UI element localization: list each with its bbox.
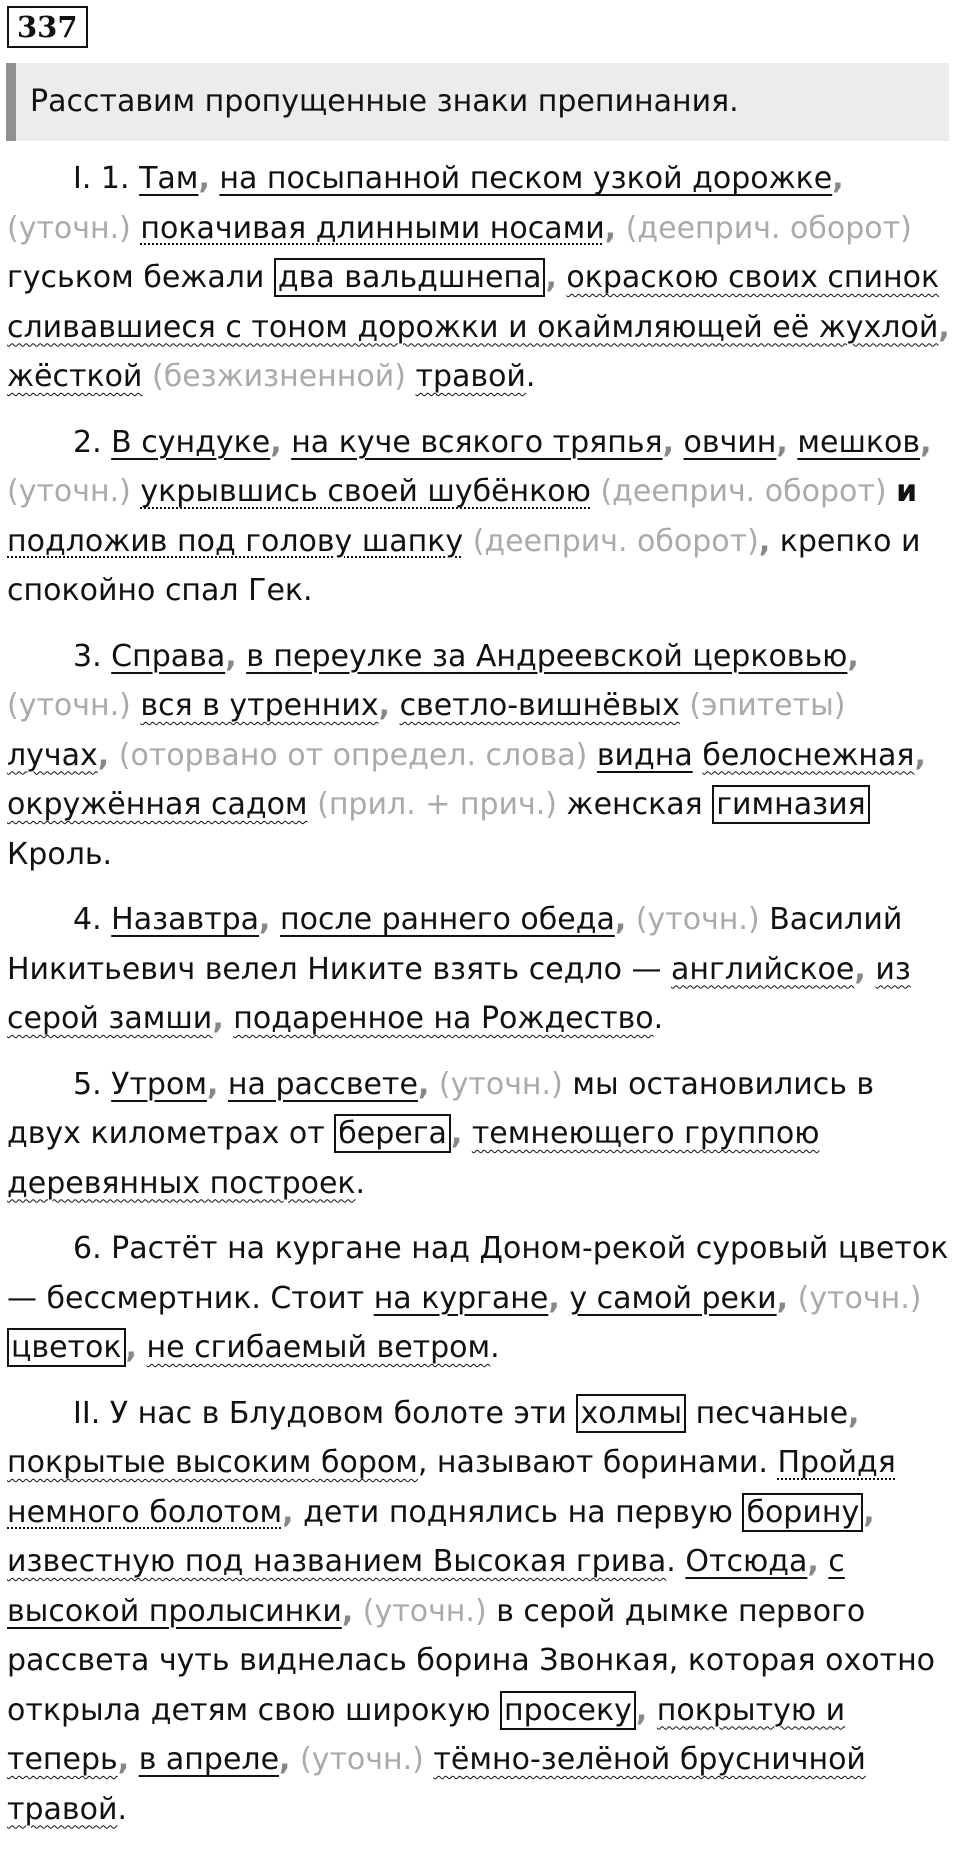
paragraph-5	[7, 1060, 953, 1209]
paragraph-6	[7, 1224, 953, 1373]
text-run: .	[653, 1001, 664, 1036]
inserted-comma: ,	[206, 1066, 219, 1102]
text-run	[224, 1001, 234, 1036]
inserted-comma: ,	[225, 638, 237, 674]
text-run: дети поднялись на первую	[293, 1494, 743, 1530]
text-run	[131, 474, 141, 509]
inserted-comma: ,	[125, 1330, 137, 1365]
underlined-phrase: на посыпанной песком узкой дорожке	[219, 161, 833, 196]
inserted-comma: ,	[920, 424, 932, 460]
inserted-comma: ,	[807, 1544, 819, 1579]
boxed-word: гимназия	[712, 785, 869, 824]
text-run	[142, 359, 152, 394]
boxed-word: цветок	[7, 1328, 126, 1367]
inserted-comma: ,	[548, 1280, 560, 1316]
text-run: в серой дымке первого рассвета чуть виднелась борина Звонкая, которая охотно открыла детям свою широкую	[7, 1593, 936, 1728]
grammar-note: (уточн.)	[797, 1280, 922, 1316]
text-run: .	[490, 1330, 500, 1365]
underlined-phrase: на кургане	[373, 1280, 549, 1316]
underlined-phrase: Назавтра	[111, 902, 260, 937]
grammar-note: (уточн.)	[635, 902, 760, 937]
bold-word: и	[896, 474, 918, 509]
text-run	[237, 639, 247, 674]
grammar-note: (оторвано от определ. слова)	[118, 737, 588, 773]
inserted-comma: ,	[635, 1692, 648, 1728]
wavy-underlined-phrase: подаренное на Рождество	[233, 1001, 654, 1036]
text-run	[390, 688, 400, 723]
inserted-comma: ,	[662, 424, 674, 460]
text-run: .	[525, 359, 536, 394]
underlined-phrase: Отсюда	[685, 1544, 808, 1579]
inserted-comma: ,	[938, 309, 950, 345]
text-run: .	[117, 1791, 127, 1827]
boxed-word: холмы	[576, 1394, 686, 1433]
text-run	[616, 211, 626, 246]
text-run	[129, 1742, 139, 1777]
inserted-comma: ,	[117, 1742, 130, 1777]
wavy-underlined-phrase: окружённая садом	[7, 787, 308, 822]
text-run: , называют боринами.	[417, 1445, 778, 1480]
inserted-comma: ,	[450, 1116, 463, 1151]
text-run: песчаные	[686, 1395, 849, 1431]
text-run	[866, 952, 876, 987]
dotted-underlined-phrase: укрывшись своей шубёнкою	[140, 474, 591, 509]
text-run: 3.	[73, 638, 112, 674]
paragraph-1	[7, 154, 953, 402]
grammar-note: (прил. + прич.)	[317, 787, 558, 822]
text-run	[463, 524, 473, 559]
text-run: 5.	[73, 1066, 112, 1102]
text-run: .	[355, 1165, 366, 1201]
grammar-note: (дееприч. оборот)	[625, 210, 912, 246]
grammar-note: (уточн.)	[300, 1742, 424, 1777]
text-run: гуськом бежали	[7, 260, 274, 295]
inserted-comma: ,	[341, 1593, 354, 1629]
text-run	[308, 787, 318, 822]
boxed-word: берега	[334, 1114, 451, 1153]
wavy-underlined-phrase: травой	[415, 359, 526, 394]
inserted-comma: ,	[604, 210, 617, 246]
wavy-underlined-phrase: жёсткой	[7, 359, 143, 394]
text-run	[674, 425, 684, 460]
underlined-phrase: после раннего обеда	[280, 902, 615, 937]
underlined-phrase: Там	[139, 161, 199, 196]
wavy-underlined-phrase: окраскою своих спинок сливавшиеся с тоном дорожки и окаймляющей её жухлой	[7, 260, 940, 345]
grammar-note: (дееприч. оборот)	[600, 474, 887, 509]
grammar-note: (безжизненной)	[151, 359, 406, 394]
grammar-note: (дееприч. оборот)	[472, 523, 759, 559]
underlined-phrase: на куче всякого тряпья	[291, 424, 663, 460]
wavy-underlined-phrase: белоснежная	[702, 737, 915, 773]
wavy-underlined-phrase: покрытые высоким бором	[7, 1445, 418, 1480]
text-run	[819, 1544, 829, 1579]
text-run: 6. Растёт на кургане над Доном-рекой суровый цветок — бессмертник. Стоит	[7, 1231, 949, 1316]
grammar-note: (эпитеты)	[689, 688, 846, 723]
underlined-phrase: овчин	[683, 424, 777, 460]
text-run	[560, 1281, 570, 1316]
text-run: 4.	[73, 902, 112, 937]
text-run	[109, 738, 119, 773]
underlined-phrase: В сундуке	[111, 424, 271, 460]
wavy-underlined-phrase: не сгибаемый ветром	[146, 1330, 491, 1365]
paragraph-7	[7, 1389, 953, 1835]
boxed-word: просеку	[500, 1691, 636, 1730]
text-run	[218, 1067, 228, 1102]
text-run: .	[666, 1544, 686, 1579]
text-run	[290, 1742, 300, 1777]
text-run	[693, 738, 703, 773]
grammar-note: (уточн.)	[362, 1593, 487, 1629]
underlined-phrase: Утром	[111, 1066, 207, 1102]
text-run	[647, 1693, 657, 1728]
text-run: 2.	[73, 424, 112, 460]
inserted-comma: ,	[417, 1066, 430, 1102]
text-run: мы остановились в двух километрах от	[7, 1066, 875, 1151]
text-run	[429, 1067, 439, 1102]
exercise-number: 337	[7, 6, 88, 48]
underlined-phrase: в апреле	[138, 1742, 280, 1777]
wavy-underlined-phrase: темнеющего группою деревянных построек	[7, 1116, 820, 1201]
text-run	[210, 161, 220, 196]
text-run	[626, 902, 636, 937]
inserted-comma: ,	[863, 1494, 875, 1530]
inserted-comma: ,	[97, 737, 110, 773]
grammar-note: (уточн.)	[7, 688, 131, 723]
paragraph-3	[7, 632, 953, 880]
wavy-underlined-phrase: лучах	[7, 737, 98, 773]
wavy-underlined-phrase: известную под названием Высокая грива	[7, 1544, 667, 1579]
text-run	[680, 688, 690, 723]
text-run: женская	[557, 787, 713, 822]
text-run	[131, 688, 141, 723]
underlined-phrase: с высокой пролысинки	[7, 1544, 845, 1629]
wavy-underlined-phrase: английское	[671, 951, 855, 987]
inserted-comma: ,	[758, 523, 771, 559]
text-run	[282, 425, 292, 460]
text-run	[131, 211, 141, 246]
dotted-underlined-phrase: подложив под голову шапку	[7, 523, 464, 559]
task-instruction: Расставим пропущенные знаки препинания.	[6, 63, 949, 141]
text-run	[462, 1116, 472, 1151]
grammar-note: (уточн.)	[7, 474, 131, 509]
text-run	[424, 1742, 434, 1777]
inserted-comma: ,	[198, 161, 210, 196]
text-run	[591, 474, 601, 509]
text-run	[788, 1281, 798, 1316]
text-run: I. 1.	[73, 161, 140, 196]
text-run	[887, 474, 897, 509]
underlined-phrase: мешков	[797, 424, 921, 460]
paragraph-4	[7, 895, 953, 1044]
inserted-comma: ,	[282, 1494, 294, 1530]
inserted-comma: ,	[848, 1395, 860, 1431]
grammar-note: (уточн.)	[7, 210, 131, 246]
wavy-underlined-phrase: из серой замши	[7, 951, 911, 1036]
text-run: крепко и спокойно спал Гек.	[7, 523, 921, 608]
inserted-comma: ,	[914, 737, 926, 773]
inserted-comma: ,	[378, 688, 391, 723]
wavy-underlined-phrase: тёмно-зелёной брусничной травой	[7, 1742, 866, 1827]
inserted-comma: ,	[545, 260, 557, 295]
inserted-comma: ,	[847, 638, 859, 674]
boxed-word: два вальдшнепа	[274, 258, 546, 297]
underlined-phrase: на рассвете	[227, 1066, 418, 1102]
inserted-comma: ,	[776, 1280, 789, 1316]
underlined-phrase: Справа	[111, 638, 226, 674]
text-run: Василий Никитьевич велел Никите взять седло —	[7, 902, 903, 987]
text-run	[353, 1594, 363, 1629]
inserted-comma: ,	[270, 424, 282, 460]
grammar-note: (уточн.)	[438, 1066, 563, 1102]
inserted-comma: ,	[212, 1001, 224, 1036]
dotted-underlined-phrase: покачивая длинными носами	[140, 210, 605, 246]
wavy-underlined-phrase: вся в утренних	[140, 688, 379, 723]
inserted-comma: ,	[259, 902, 271, 937]
text-run	[270, 902, 280, 937]
text-run	[587, 738, 597, 773]
text-run	[557, 260, 567, 295]
text-run	[788, 425, 798, 460]
underlined-phrase: в переулке за Андреевской церковью	[246, 638, 848, 674]
inserted-comma: ,	[279, 1742, 291, 1777]
inserted-comma: ,	[776, 424, 788, 460]
boxed-word: борину	[742, 1493, 863, 1532]
exercise-text	[7, 154, 953, 1850]
text-run: Кроль.	[7, 836, 113, 872]
wavy-underlined-phrase: покрытую и теперь	[7, 1692, 846, 1777]
inserted-comma: ,	[854, 951, 866, 987]
inserted-comma: ,	[832, 161, 844, 196]
underlined-phrase: у самой реки	[569, 1280, 777, 1316]
text-run: II. У нас в Блудовом болоте эти	[73, 1395, 577, 1431]
inserted-comma: ,	[614, 902, 627, 937]
underlined-phrase: видна	[596, 737, 693, 773]
dotted-underlined-phrase: Пройдя немного болотом	[7, 1445, 896, 1530]
paragraph-2	[7, 418, 953, 616]
wavy-underlined-phrase: светло-вишнёвых	[399, 688, 680, 723]
